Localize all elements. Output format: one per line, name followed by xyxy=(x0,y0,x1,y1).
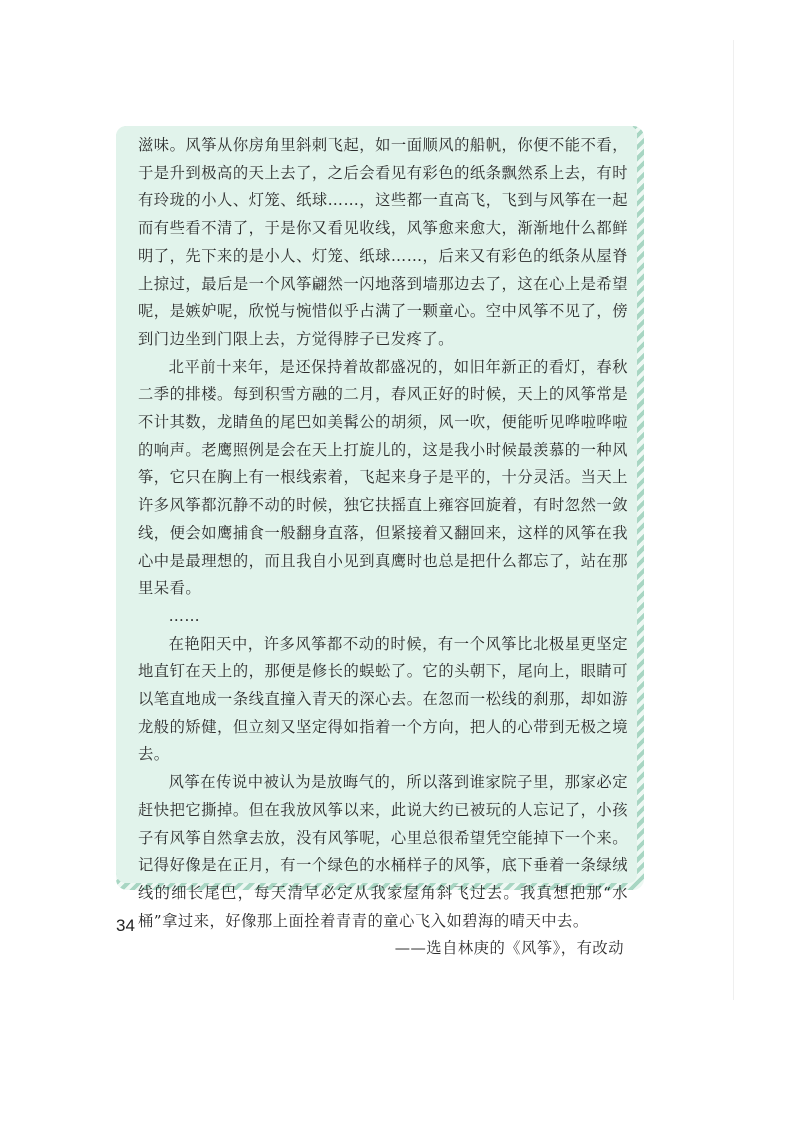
passage-text xyxy=(138,132,628,963)
paragraph-legend: 风筝在传说中被认为是放晦气的，所以落到谁家院子里，那家必定赶快把它撕掉。但在我放风筝以来，此说大约已被玩的人忘记了，小孩子有风筝自然拿去放，没有风筝呢，心里总很希望凭空能掉下一个来。记得好像是在正月，有一个绿色的水桶样子的风筝，底下垂着一条绿绒线的细长尾巴，每天清早必定从我家屋角斜飞过去。我真想把那“水桶”拿过来，好像那上面拴着青青的童心飞入如碧海的晴天中去。 xyxy=(138,773,628,930)
omission-ellipsis: …… xyxy=(168,606,201,625)
paragraph-beiping: 北平前十来年，是还保持着故都盛况的，如旧年新正的看灯，春秋二季的排楼。每到积雪方融的二月，春风正好的时候，天上的风筝常是不计其数，龙睛鱼的尾巴如美髯公的胡须，风一吹，便能听见哗啦哗啦的响声。老鹰照例是会在天上打旋儿的，这是我小时候最羡慕的一种风筝，它只在胸上有一根线索着，飞起来身子是平的，十分灵活。当天上许多风筝都沉静不动的时候，独它扶摇直上雍容回旋着，有时忽然一敛线，便会如鹰捕食一般翻身直落，但紧接着又翻回来，这样的风筝在我心中是最理想的，而且我自小见到真鹰时也总是把什么都忘了，站在那里呆看。 xyxy=(138,357,628,598)
paragraph-continued: 滋味。风筝从你房角里斜刺飞起，如一面顺风的船帆，你便不能不看，于是升到极高的天上去了，之后会看见有彩色的纸条飘然系上去，有时有玲珑的小人、灯笼、纸球……，这些都一直高飞，飞到与风筝在一起而有些看不清了，于是你又看见收线，风筝愈来愈大，渐渐地什么都鲜明了，先下来的是小人、灯笼、纸球……，后来又有彩色的纸条从屋脊上掠过，最后是一个风筝翩然一闪地落到墙那边去了，这在心上是希望呢，是嫉妒呢，欣悦与惋惜似乎占满了一颗童心。空中风筝不见了，傍到门边坐到门限上去，方觉得脖子已发疼了。 xyxy=(138,136,628,348)
paragraph-centipede: 在艳阳天中，许多风筝都不动的时候，有一个风筝比北极星更坚定地直钉在天上的，那便是修长的蜈蚣了。它的头朝下，尾向上，眼睛可以笔直地成一条线直撞入青天的深心去。在忽而一松线的刹那，却如游龙般的矫健，但立刻又坚定得如指着一个方向，把人的心带到无极之境去。 xyxy=(138,634,628,764)
page-edge-line xyxy=(733,40,734,1000)
page-number: 34 xyxy=(116,916,135,935)
source-citation: ——选自林庚的《风筝》，有改动 xyxy=(394,939,624,958)
